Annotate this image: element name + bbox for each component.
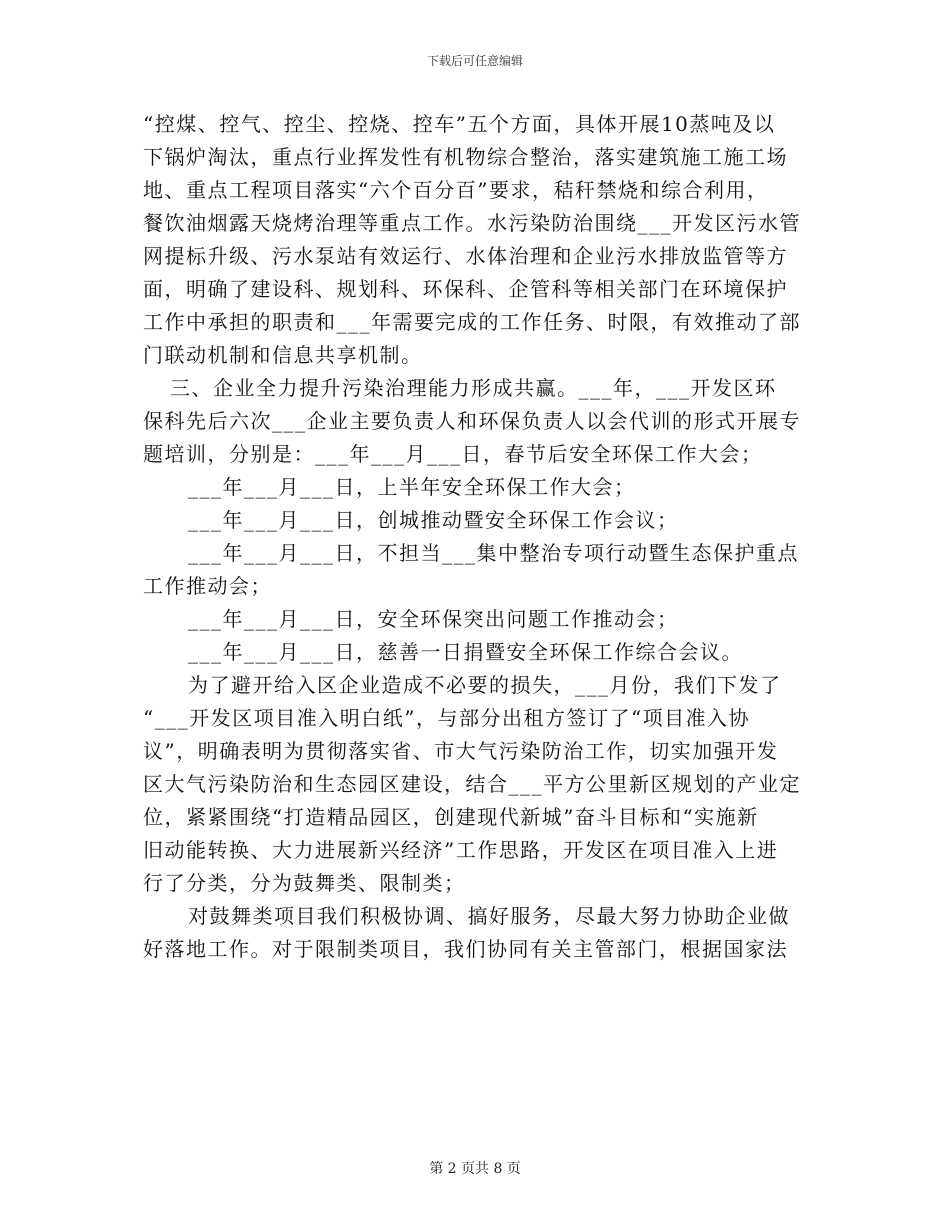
text-line: 地、重点工程项目落实“六个百分百”要求，秸秆禁烧和综合利用，	[143, 178, 769, 202]
page-header: 下载后可任意编辑	[426, 54, 523, 68]
text-line: 下锅炉淘汰，重点行业挥发性有机物综合整治，落实建筑施工施工场	[143, 145, 788, 169]
text-line: ___年___月___日，安全环保突出问题工作推动会；	[188, 607, 679, 631]
text-line: ___年___月___日，慈善一日捐暨安全环保工作综合会议。	[188, 640, 743, 664]
text-line: 三、企业全力提升污染治理能力形成共赢。___年，___开发区环	[170, 376, 777, 400]
document-body	[143, 108, 811, 966]
text-line: 保科先后六次___企业主要负责人和环保负责人以会代训的形式开展专	[143, 409, 801, 433]
text-line: 议”，明确表明为贯彻落实省、市大气污染防治工作，切实加强开发	[143, 739, 779, 763]
text-line: 位，紧紧围绕“打造精品园区，创建现代新城”奋斗目标和“实施新	[143, 805, 759, 829]
text-line: ___年___月___日，创城推动暨安全环保工作会议；	[188, 508, 679, 532]
text-line: “___开发区项目准入明白纸”，与部分出租方签订了“项目准入协	[143, 706, 751, 730]
text-line: 旧动能转换、大力进展新兴经济”工作思路，开发区在项目准入上进	[143, 838, 779, 862]
text-line: 工作推动会；	[143, 574, 272, 598]
text-line: 门联动机制和信息共享机制。	[143, 343, 423, 367]
text-line: 为了避开给入区企业造成不必要的损失，___月份，我们下发了	[188, 673, 782, 697]
text-line: 餐饮油烟露天烧烤治理等重点工作。水污染防治围绕___开发区污水管	[143, 211, 801, 235]
text-line: 面，明确了建设科、规划科、环保科、企管科等相关部门在环境保护	[143, 277, 788, 301]
text-line: “控煤、控气、控尘、控烧、控车”五个方面，具体开展10蒸吨及以	[143, 112, 776, 136]
text-line: 网提标升级、污水泵站有效运行、水体治理和企业污水排放监管等方	[143, 244, 788, 268]
text-line: 区大气污染防治和生态园区建设，结合___平方公里新区规划的产业定	[143, 772, 801, 796]
text-line: 好落地工作。对于限制类项目，我们协同有关主管部门，根据国家法	[143, 937, 788, 961]
text-line: 工作中承担的职责和___年需要完成的工作任务、时限，有效推动了部	[143, 310, 801, 334]
text-line: 对鼓舞类项目我们积极协调、搞好服务，尽最大努力协助企业做	[188, 904, 790, 928]
text-line: 题培训，分别是：___年___月___日，春节后安全环保工作大会；	[143, 442, 763, 466]
page-footer: 第 2 页共 8 页	[429, 1161, 521, 1177]
text-line: ___年___月___日，不担当___集中整治专项行动暨生态保护重点	[188, 541, 799, 565]
text-line: 行了分类，分为鼓舞类、限制类；	[143, 871, 466, 895]
text-line: ___年___月___日，上半年安全环保工作大会；	[188, 475, 636, 499]
